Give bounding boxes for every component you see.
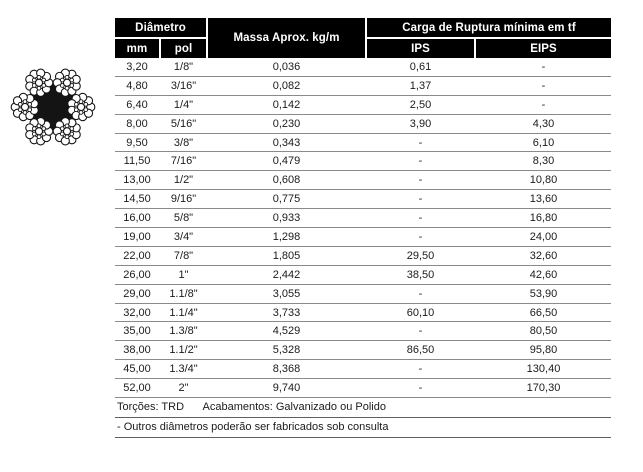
table-row — [115, 379, 611, 398]
cell-eips: 95,80 — [529, 344, 558, 357]
header-massa: Massa Aprox. kg/m — [208, 18, 365, 58]
cell-ips: - — [418, 363, 423, 376]
cell-diameter-pol: 1.1/4" — [169, 306, 198, 319]
table-row — [115, 266, 611, 285]
cell-massa: 0,479 — [272, 155, 301, 168]
cell-massa: 0,608 — [272, 174, 301, 187]
cell-diameter-pol: 7/8" — [173, 249, 194, 262]
cell-ips: - — [418, 382, 423, 395]
cell-massa: 0,082 — [272, 79, 301, 92]
cell-ips: 2,50 — [409, 98, 432, 111]
cell-massa: 0,142 — [272, 98, 301, 111]
cell-ips: - — [418, 155, 423, 168]
cell-ips: - — [418, 325, 423, 338]
cell-diameter-mm: 35,00 — [123, 325, 151, 338]
cell-diameter-mm: 38,00 — [123, 344, 151, 357]
cell-massa: 4,529 — [272, 325, 301, 338]
cell-diameter-pol: 1.3/8" — [169, 325, 198, 338]
table-row — [115, 190, 611, 209]
cell-eips: - — [541, 79, 546, 92]
table-header — [115, 18, 611, 58]
cell-ips: 60,10 — [406, 306, 435, 319]
table-row — [115, 134, 611, 153]
cell-massa: 0,230 — [272, 117, 301, 130]
cell-massa: 2,442 — [272, 268, 301, 281]
cell-eips: 13,60 — [529, 193, 558, 206]
cell-diameter-pol: 9/16" — [170, 193, 197, 206]
cell-ips: 3,90 — [409, 117, 432, 130]
cell-diameter-pol: 1" — [178, 268, 189, 281]
table-row — [115, 304, 611, 323]
cell-diameter-mm: 19,00 — [123, 230, 151, 243]
table-body — [115, 58, 611, 398]
cell-ips: - — [418, 230, 423, 243]
cell-diameter-pol: 3/4" — [173, 230, 194, 243]
table-row — [115, 96, 611, 115]
table-row — [115, 209, 611, 228]
table-row — [115, 341, 611, 360]
wire-rope-cross-section-diagram — [6, 58, 100, 156]
cell-diameter-pol: 1.3/4" — [169, 363, 198, 376]
cell-diameter-mm: 14,50 — [123, 193, 151, 206]
cell-massa: 0,775 — [272, 193, 301, 206]
cell-diameter-pol: 1/8" — [173, 60, 194, 73]
cell-diameter-pol: 1.1/8" — [169, 287, 198, 300]
cell-diameter-mm: 6,40 — [126, 98, 148, 111]
cell-diameter-mm: 16,00 — [123, 212, 151, 225]
cell-diameter-pol: 2" — [178, 382, 189, 395]
footer-specs-row — [115, 398, 611, 418]
table-row — [115, 152, 611, 171]
wire-rope-icon — [6, 58, 100, 156]
cell-diameter-pol: 1/2" — [173, 174, 194, 187]
cell-diameter-pol: 5/8" — [173, 212, 194, 225]
cell-ips: - — [418, 193, 423, 206]
cell-eips: 10,80 — [529, 174, 558, 187]
header-mm: mm — [115, 39, 159, 58]
cell-eips: 53,90 — [529, 287, 558, 300]
cell-diameter-pol: 5/16" — [170, 117, 197, 130]
cell-diameter-mm: 13,00 — [123, 174, 151, 187]
header-eips: EIPS — [476, 39, 611, 58]
table-row — [115, 58, 611, 77]
cell-diameter-pol: 3/16" — [170, 79, 197, 92]
table-row — [115, 228, 611, 247]
cell-massa: 0,933 — [272, 212, 301, 225]
table-row — [115, 77, 611, 96]
cell-massa: 3,055 — [272, 287, 301, 300]
cell-eips: 8,30 — [532, 155, 555, 168]
cell-eips: - — [541, 98, 546, 111]
cell-massa: 1,805 — [272, 249, 301, 262]
header-pol: pol — [161, 39, 206, 58]
cell-ips: - — [418, 136, 423, 149]
cell-massa: 3,733 — [272, 306, 301, 319]
cell-eips: 42,60 — [529, 268, 558, 281]
cell-diameter-mm: 3,20 — [126, 60, 148, 73]
cell-massa: 1,298 — [272, 230, 301, 243]
cell-eips: 4,30 — [532, 117, 555, 130]
cell-ips: 29,50 — [406, 249, 435, 262]
acabamentos-label: Acabamentos: Galvanizado ou Polido — [202, 401, 386, 414]
cell-massa: 9,740 — [272, 382, 301, 395]
cell-diameter-mm: 26,00 — [123, 268, 151, 281]
cell-diameter-pol: 7/16" — [170, 155, 197, 168]
cell-eips: 170,30 — [526, 382, 561, 395]
header-diametro: Diâmetro — [115, 18, 206, 37]
cell-ips: - — [418, 174, 423, 187]
cell-diameter-pol: 3/8" — [173, 136, 194, 149]
table-row — [115, 322, 611, 341]
header-ips: IPS — [367, 39, 474, 58]
cell-ips: 1,37 — [409, 79, 432, 92]
cell-eips: 66,50 — [529, 306, 558, 319]
footer-note-row — [115, 418, 611, 438]
cell-diameter-mm: 8,00 — [126, 117, 148, 130]
table-row — [115, 247, 611, 266]
cell-ips: 0,61 — [409, 60, 432, 73]
cell-massa: 0,343 — [272, 136, 301, 149]
header-carga: Carga de Ruptura mínima em tf — [367, 18, 611, 37]
cell-diameter-mm: 22,00 — [123, 249, 151, 262]
cell-massa: 0,036 — [272, 60, 301, 73]
cell-diameter-mm: 4,80 — [126, 79, 148, 92]
cell-diameter-mm: 9,50 — [126, 136, 148, 149]
torcoes-label: Torções: TRD — [117, 401, 185, 414]
cell-massa: 5,328 — [272, 344, 301, 357]
cell-diameter-pol: 1.1/2" — [169, 344, 198, 357]
cell-diameter-pol: 1/4" — [173, 98, 194, 111]
table-row — [115, 360, 611, 379]
consulta-note-label: - Outros diâmetros poderão ser fabricados sob consulta — [117, 421, 389, 434]
cell-diameter-mm: 32,00 — [123, 306, 151, 319]
cell-eips: 130,40 — [526, 363, 561, 376]
table-row — [115, 285, 611, 304]
cell-diameter-mm: 29,00 — [123, 287, 151, 300]
cell-diameter-mm: 45,00 — [123, 363, 151, 376]
cell-ips: 86,50 — [406, 344, 435, 357]
cell-eips: - — [541, 60, 546, 73]
cell-eips: 24,00 — [529, 230, 558, 243]
cell-ips: - — [418, 212, 423, 225]
cell-ips: 38,50 — [406, 268, 435, 281]
table-row — [115, 171, 611, 190]
table-row — [115, 115, 611, 134]
cell-eips: 80,50 — [529, 325, 558, 338]
spec-table — [115, 18, 611, 438]
cell-diameter-mm: 11,50 — [123, 155, 151, 168]
cell-diameter-mm: 52,00 — [123, 382, 151, 395]
cell-eips: 6,10 — [532, 136, 555, 149]
cell-eips: 16,80 — [529, 212, 558, 225]
cell-eips: 32,60 — [529, 249, 558, 262]
cell-massa: 8,368 — [272, 363, 301, 376]
cell-ips: - — [418, 287, 423, 300]
